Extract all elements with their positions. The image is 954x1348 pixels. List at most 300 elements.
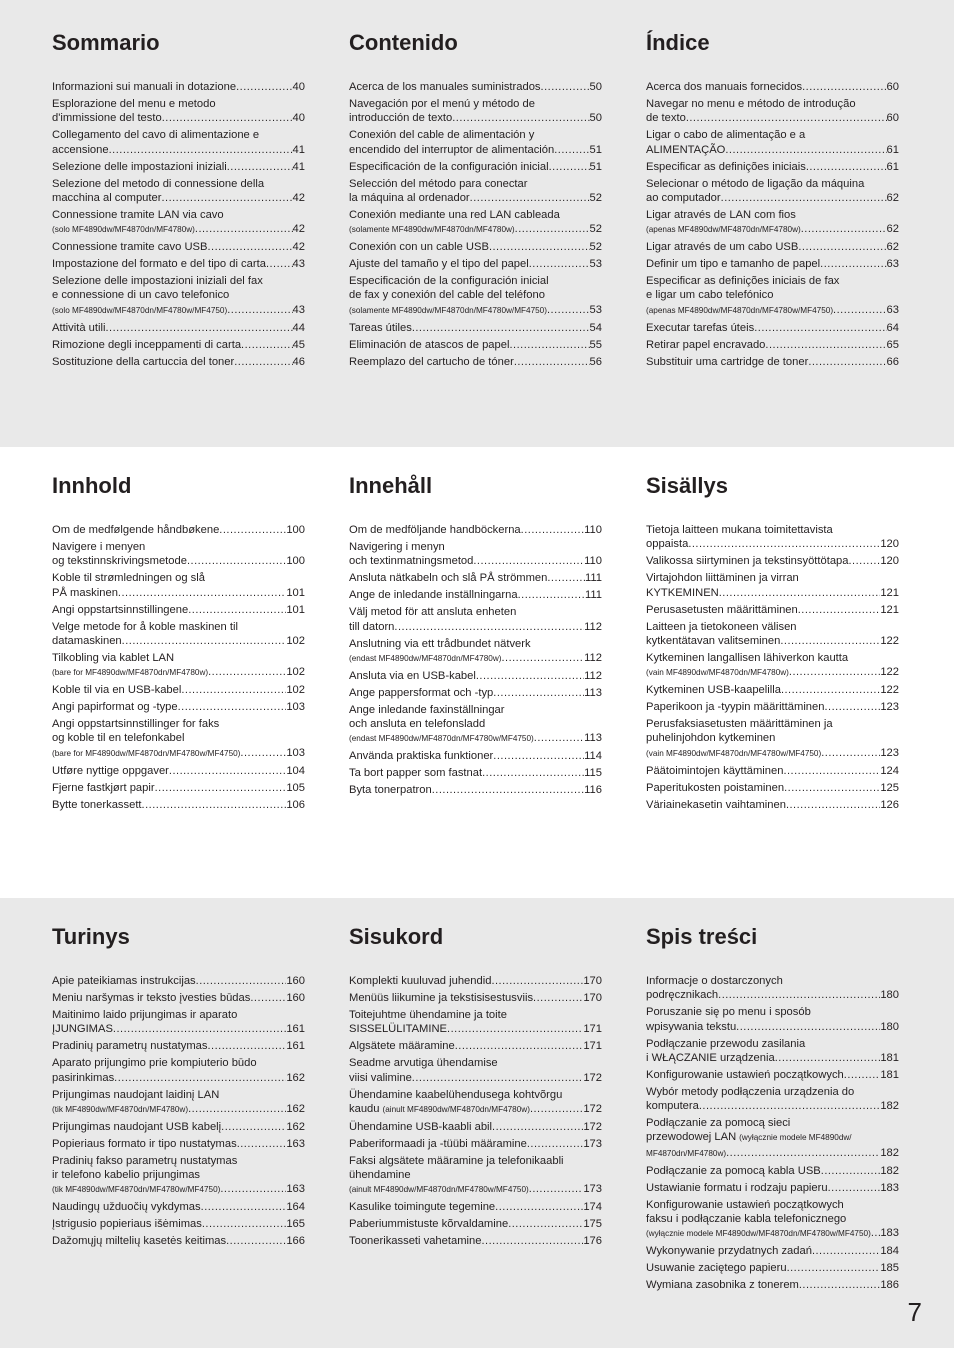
toc-entry-note: (apenas MF4890dw/MF4870dn/MF4780w) — [646, 225, 801, 235]
dot-leader — [509, 338, 589, 352]
toc-page-number: 41 — [292, 160, 305, 173]
toc-entry[interactable] — [52, 1200, 305, 1214]
toc-entry-text: Toitejuhtme ühendamine ja toite — [349, 1008, 507, 1021]
toc-entry[interactable] — [349, 523, 602, 537]
section-title: Spis treści — [646, 924, 758, 949]
toc-entry-line — [646, 571, 899, 585]
toc-entry[interactable] — [52, 1120, 305, 1134]
toc-entry-text: Apie pateikiamas instrukcijas — [52, 975, 196, 987]
toc-entry-text: faksu i podłączanie kabla telefonicznego — [646, 1212, 847, 1225]
toc-entry[interactable] — [646, 257, 899, 271]
toc-page-number: 164 — [286, 1201, 305, 1214]
toc-entry-line — [349, 240, 602, 254]
toc-entry[interactable] — [646, 554, 899, 568]
toc-entry[interactable] — [52, 80, 305, 94]
toc-entry-text: Esplorazione del menu e metodo — [52, 97, 216, 110]
toc-entry[interactable] — [349, 637, 602, 667]
toc-entry-line — [349, 1137, 602, 1151]
toc-page-number: 55 — [589, 338, 602, 351]
toc-entry-text: Konfigurowanie ustawień początkowych — [646, 1068, 844, 1081]
toc-entry-text: Koble til strømledningen og slå — [52, 572, 205, 585]
toc-entry[interactable] — [349, 177, 602, 206]
toc-entry-line — [646, 222, 899, 237]
toc-entry-line — [52, 111, 305, 125]
toc-entry[interactable] — [646, 208, 899, 238]
dot-leader — [447, 1022, 583, 1036]
toc-entry[interactable] — [349, 1120, 602, 1134]
toc-entry[interactable] — [52, 620, 305, 649]
toc-page-number: 182 — [880, 1146, 899, 1159]
dot-leader — [783, 764, 880, 778]
toc-entry-note: (solamente MF4890dw/MF4870dn/MF4780w/MF4750) — [349, 305, 547, 315]
toc-entry-text: Naudingų užduočių vykdymas — [52, 1201, 201, 1214]
dot-leader — [266, 257, 293, 271]
toc-entry-line — [646, 274, 899, 288]
dot-leader — [113, 1022, 286, 1036]
toc-entry[interactable] — [349, 669, 602, 683]
toc-entry[interactable] — [52, 177, 305, 206]
toc-entry-text: Acerca dos manuais fornecidos — [646, 81, 803, 93]
toc-page-number: 42 — [292, 241, 305, 254]
toc-entry-text: Paperikoon ja -tyypin määrittäminen — [646, 701, 825, 714]
toc-page-number: 56 — [589, 355, 602, 368]
toc-entry-line — [349, 97, 602, 111]
toc-entry[interactable] — [646, 620, 899, 649]
toc-entry[interactable] — [52, 683, 305, 697]
toc-entry[interactable] — [646, 764, 899, 778]
toc-entry[interactable] — [52, 651, 305, 681]
toc-page-number: 184 — [880, 1245, 899, 1258]
dot-leader — [808, 355, 886, 369]
toc-entry[interactable] — [349, 703, 602, 747]
toc-entry-line — [349, 321, 602, 335]
toc-entry[interactable] — [646, 1085, 899, 1114]
toc-entry[interactable] — [349, 321, 602, 335]
dot-leader — [142, 798, 287, 812]
toc-entry[interactable] — [646, 683, 899, 697]
toc-page-number: 186 — [880, 1279, 899, 1292]
toc-entry-text: och ansluta en telefonsladd — [349, 718, 486, 731]
toc-entry-line — [349, 274, 602, 288]
dot-leader — [240, 746, 286, 760]
toc-entry[interactable] — [52, 1234, 305, 1248]
toc-page-number: 163 — [286, 1137, 305, 1150]
toc-entry-text: ir telefono kabelio prijungimas — [52, 1169, 201, 1182]
toc-entry-line — [52, 355, 305, 369]
toc-entry[interactable] — [349, 160, 602, 174]
toc-entry-text: KYTKEMINEN — [646, 586, 719, 599]
toc-entry-text: Maitinimo laido prijungimas ir aparato — [52, 1008, 238, 1021]
toc-entry-line — [349, 1200, 602, 1214]
dot-leader — [114, 1071, 286, 1085]
toc-entry[interactable] — [646, 355, 899, 369]
toc-entry[interactable] — [646, 1068, 899, 1082]
toc-entry[interactable] — [646, 1181, 899, 1195]
toc-entry[interactable] — [646, 798, 899, 812]
toc-entry-line — [52, 746, 305, 761]
toc-entry-text: Selezione delle impostazioni iniziali — [52, 160, 227, 173]
toc-entry[interactable] — [646, 1005, 899, 1034]
toc-entry-line — [646, 1005, 899, 1019]
toc-entry-text: Informacje o dostarczonych — [646, 975, 783, 987]
toc-entry[interactable] — [52, 160, 305, 174]
toc-entry-text: Popieriaus formato ir tipo nustatymas — [52, 1137, 237, 1150]
toc-entry-note: (vain MF4890dw/MF4870dn/MF4780w/MF4750) — [646, 748, 822, 758]
toc-page-number: 62 — [886, 223, 899, 236]
toc-entry-line — [349, 1071, 602, 1085]
toc-page-number: 123 — [880, 746, 899, 759]
toc-page-number: 112 — [584, 620, 602, 633]
toc-entry[interactable] — [349, 97, 602, 126]
toc-page-number: 102 — [286, 684, 305, 697]
toc-entry-note: MF4870dn/MF4780w) — [646, 1148, 727, 1158]
toc-page-number: 182 — [880, 1100, 899, 1113]
toc-page-number: 180 — [880, 989, 899, 1002]
toc-entry-line — [646, 1278, 899, 1292]
toc-entry[interactable] — [646, 1244, 899, 1258]
dot-leader — [195, 222, 293, 236]
toc-entry[interactable] — [349, 128, 602, 157]
toc-entry-text: Podłączanie przewodu zasilania — [646, 1037, 806, 1050]
toc-entry-text: og koble til en telefonkabel — [52, 732, 185, 745]
toc-entry[interactable] — [349, 605, 602, 634]
toc-entry-text: accensione — [52, 143, 109, 156]
toc-page-number: 123 — [880, 701, 899, 714]
toc-entry[interactable] — [646, 717, 899, 761]
toc-entry[interactable] — [349, 1008, 602, 1037]
toc-entry[interactable] — [646, 523, 899, 552]
toc-page-number: 51 — [589, 160, 602, 173]
toc-entry-text: Ange pappersformat och -typ — [349, 686, 494, 699]
toc-entry[interactable] — [646, 274, 899, 318]
toc-page-number: 120 — [880, 538, 899, 551]
toc-entry[interactable] — [349, 338, 602, 352]
toc-entry-text: Definir um tipo e tamanho de papel — [646, 258, 821, 271]
toc-entry-text: Eliminación de atascos de papel — [349, 338, 510, 351]
toc-entry[interactable] — [52, 274, 305, 318]
toc-entry-text: Substituir uma cartridge de toner — [646, 355, 809, 368]
toc-entry[interactable] — [52, 540, 305, 569]
toc-entry[interactable] — [52, 97, 305, 126]
dot-leader — [514, 355, 590, 369]
toc-page-number: 111 — [584, 589, 602, 602]
toc-entry-line — [646, 143, 899, 157]
toc-page-number: 64 — [886, 321, 899, 334]
toc-entry[interactable] — [52, 603, 305, 617]
toc-entry[interactable] — [646, 1261, 899, 1275]
toc-entry[interactable] — [646, 80, 899, 94]
toc-entry-text: Tietoja laitteen mukana toimitettavista — [646, 524, 833, 536]
toc-entry-text: Navegación por el menú y método de — [349, 97, 535, 110]
toc-entry[interactable] — [349, 1217, 602, 1231]
toc-page-number: 52 — [589, 223, 602, 236]
toc-entry[interactable] — [349, 1137, 602, 1151]
toc-entry[interactable] — [349, 355, 602, 369]
toc-entry[interactable] — [646, 160, 899, 174]
toc-entry-line — [52, 798, 305, 812]
toc-page-number: 50 — [589, 112, 602, 125]
toc-entry-line — [52, 554, 305, 568]
toc-entry-line — [52, 1088, 305, 1102]
toc-entry[interactable] — [52, 781, 305, 795]
toc-entry-line — [349, 783, 602, 797]
toc-entry-line — [646, 634, 899, 648]
toc-entry-text: og tekstinnskrivingsmetode — [52, 555, 187, 568]
toc-entry[interactable] — [52, 321, 305, 335]
toc-entry-text: Executar tarefas úteis — [646, 321, 755, 334]
dot-leader — [736, 1020, 880, 1034]
toc-entry[interactable] — [349, 1154, 602, 1198]
toc-entry-line — [52, 128, 305, 142]
toc-entry-line — [646, 355, 899, 369]
toc-entry-line — [349, 303, 602, 318]
toc-entry[interactable] — [349, 1234, 602, 1248]
toc-entry[interactable] — [52, 1154, 305, 1198]
toc-entry-line — [349, 554, 602, 568]
toc-entry-text: Anslutning via ett trådbundet nätverk — [349, 637, 531, 650]
dot-leader — [495, 1200, 583, 1214]
toc-entry-line — [349, 160, 602, 174]
toc-entry-note: (wyłącznie modele MF4890dw/ — [739, 1133, 852, 1143]
dot-leader — [802, 80, 886, 94]
toc-entry-line — [349, 1022, 602, 1036]
toc-entry-text: Ange de inledande inställningarna — [349, 589, 518, 602]
toc-entry-line — [646, 603, 899, 617]
toc-entry-text: encendido del interruptor de alimentación — [349, 143, 555, 156]
dot-leader — [549, 160, 590, 174]
toc-entry[interactable] — [349, 274, 602, 318]
toc-entry-text: de fax y conexión del cable del teléfono — [349, 289, 545, 302]
toc-entry-line — [646, 303, 899, 318]
toc-entry[interactable] — [349, 686, 602, 700]
toc-entry-line — [646, 321, 899, 335]
toc-entry[interactable] — [52, 240, 305, 254]
toc-entry-line — [349, 1168, 602, 1182]
toc-entry[interactable] — [52, 991, 305, 1005]
dot-leader — [241, 338, 293, 352]
toc-entry[interactable] — [349, 991, 602, 1005]
dot-leader — [821, 1164, 881, 1178]
toc-page-number: 63 — [886, 303, 899, 316]
toc-entry[interactable] — [52, 700, 305, 714]
toc-entry[interactable] — [349, 257, 602, 271]
toc-page-number: 160 — [286, 975, 305, 987]
dot-leader — [178, 700, 287, 714]
dot-leader — [820, 257, 886, 271]
toc-entry-line — [52, 160, 305, 174]
toc-entry-text: Päätoimintojen käyttäminen — [646, 764, 784, 777]
toc-entry-line — [349, 540, 602, 554]
toc-entry-line — [52, 257, 305, 271]
toc-entry[interactable] — [349, 571, 602, 585]
toc-entry[interactable] — [52, 208, 305, 238]
toc-entry[interactable] — [349, 208, 602, 238]
toc-entry-note: (solo MF4890dw/MF4870dn/MF4780w) — [52, 225, 195, 235]
toc-entry-text: de texto — [646, 112, 686, 125]
toc-entry[interactable] — [52, 1137, 305, 1151]
toc-entry[interactable] — [349, 974, 602, 988]
toc-page-number: 100 — [286, 524, 305, 536]
dot-leader — [207, 240, 292, 254]
toc-entry-text: Ustawianie formatu i rodzaju papieru — [646, 1181, 828, 1194]
dot-leader — [234, 355, 292, 369]
toc-entry[interactable] — [646, 97, 899, 126]
toc-entry[interactable] — [646, 571, 899, 600]
toc-entry-text: till datorn — [349, 620, 395, 633]
toc-entry[interactable] — [52, 355, 305, 369]
toc-entry-line — [646, 974, 899, 988]
toc-page-number: 160 — [286, 991, 305, 1004]
toc-entry-line — [349, 177, 602, 191]
dot-leader — [161, 191, 292, 205]
dot-leader — [221, 1120, 286, 1134]
toc-entry[interactable] — [646, 700, 899, 714]
toc-entry[interactable] — [646, 321, 899, 335]
toc-entry-text: Podłączanie za pomocą sieci — [646, 1117, 791, 1130]
toc-entry[interactable] — [52, 974, 305, 988]
toc-entry[interactable] — [646, 1037, 899, 1066]
toc-entry-line — [52, 303, 305, 318]
toc-entry[interactable] — [52, 128, 305, 157]
toc-entry-text: Tareas útiles — [349, 321, 412, 334]
toc-entry[interactable] — [52, 717, 305, 761]
toc-entry[interactable] — [52, 798, 305, 812]
dot-leader — [432, 783, 584, 797]
toc-entry-text: Utføre nyttige oppgaver — [52, 764, 169, 777]
toc-entry[interactable] — [349, 749, 602, 763]
toc-entry-line — [349, 1120, 602, 1134]
toc-page-number: 62 — [886, 191, 899, 204]
toc-entry-text: Selezione del metodo di connessione della — [52, 177, 265, 190]
toc-entry-line — [52, 700, 305, 714]
toc-entry[interactable] — [52, 257, 305, 271]
toc-entry-line — [646, 1116, 899, 1130]
toc-entry-text: Especificación de la configuración inicial — [349, 275, 549, 288]
toc-page-number: 170 — [583, 991, 602, 1004]
toc-entry[interactable] — [349, 766, 602, 780]
toc-page-number: 102 — [286, 634, 305, 647]
toc-entry[interactable] — [646, 1198, 899, 1242]
toc-entry-line — [349, 191, 602, 205]
toc-entry[interactable] — [646, 338, 899, 352]
toc-entry[interactable] — [349, 540, 602, 569]
toc-entry[interactable] — [52, 1088, 305, 1118]
toc-entry-line — [52, 665, 305, 680]
toc-entry[interactable] — [52, 1056, 305, 1085]
dot-leader — [236, 80, 292, 94]
toc-entry[interactable] — [349, 783, 602, 797]
toc-entry-line — [646, 1244, 899, 1258]
dot-leader — [105, 321, 292, 335]
toc-entry[interactable] — [52, 1217, 305, 1231]
toc-page-number: 40 — [292, 81, 305, 93]
toc-page-number: 116 — [584, 784, 602, 797]
dot-leader — [188, 1102, 286, 1116]
toc-entry-line — [646, 1085, 899, 1099]
toc-entry-line — [646, 1051, 899, 1065]
toc-entry[interactable] — [349, 1088, 602, 1118]
toc-entry[interactable] — [349, 1039, 602, 1053]
toc-list — [646, 523, 899, 815]
toc-entry[interactable] — [646, 651, 899, 681]
toc-entry-text: pasirinkimas — [52, 1071, 115, 1084]
toc-entry[interactable] — [349, 1200, 602, 1214]
toc-entry-line — [646, 1226, 899, 1241]
toc-entry-note: (wyłącznie modele MF4890dw/MF4870dn/MF4780w/MF4750) — [646, 1229, 871, 1239]
toc-page-number: 183 — [880, 1181, 899, 1194]
toc-entry[interactable] — [349, 240, 602, 254]
dot-leader — [452, 111, 589, 125]
toc-entry[interactable] — [52, 764, 305, 778]
toc-entry-line — [349, 749, 602, 763]
toc-entry-line — [52, 1168, 305, 1182]
toc-page-number: 41 — [292, 143, 305, 156]
toc-page-number: 171 — [583, 1040, 602, 1053]
toc-entry[interactable] — [52, 523, 305, 537]
toc-entry[interactable] — [52, 338, 305, 352]
toc-entry[interactable] — [646, 1164, 899, 1178]
toc-entry-text: komputera — [646, 1100, 699, 1113]
toc-entry-line — [646, 288, 899, 302]
toc-entry[interactable] — [52, 1008, 305, 1037]
dot-leader — [501, 651, 584, 665]
toc-entry[interactable] — [646, 603, 899, 617]
toc-page-number: 172 — [583, 1071, 602, 1084]
toc-entry-text: Rimozione degli inceppamenti di carta — [52, 338, 242, 351]
toc-page-number: 122 — [880, 666, 899, 679]
toc-page-number: 122 — [880, 634, 899, 647]
toc-entry[interactable] — [349, 1056, 602, 1085]
dot-leader — [765, 338, 886, 352]
toc-entry[interactable] — [646, 177, 899, 206]
toc-page-number: 53 — [589, 258, 602, 271]
dot-leader — [529, 257, 590, 271]
toc-entry[interactable] — [646, 781, 899, 795]
toc-entry[interactable] — [349, 588, 602, 602]
toc-page-number: 121 — [880, 603, 899, 616]
dot-leader — [187, 554, 286, 568]
dot-leader — [688, 537, 880, 551]
toc-entry[interactable] — [349, 80, 602, 94]
toc-entry-line — [52, 1234, 305, 1248]
toc-page-number: 53 — [589, 303, 602, 316]
toc-page-number: 181 — [880, 1051, 899, 1064]
toc-entry-text: Prijungimas naudojant USB kabelį — [52, 1120, 222, 1133]
toc-entry-line — [646, 1198, 899, 1212]
toc-entry[interactable] — [646, 128, 899, 157]
toc-entry[interactable] — [646, 1278, 899, 1292]
toc-section-sv — [349, 473, 602, 873]
dot-leader — [784, 781, 880, 795]
toc-entry-line — [349, 1217, 602, 1231]
toc-entry-text: Especificar as definições iniciais — [646, 160, 806, 173]
toc-entry-line — [349, 571, 602, 585]
toc-entry[interactable] — [52, 1039, 305, 1053]
toc-entry-text: Bytte tonerkassett — [52, 798, 142, 811]
section-title: Sisukord — [349, 924, 444, 949]
dot-leader — [541, 80, 590, 94]
toc-page-number: 42 — [292, 223, 305, 236]
toc-entry[interactable] — [646, 240, 899, 254]
toc-list — [52, 974, 305, 1251]
toc-entry[interactable] — [52, 571, 305, 600]
toc-entry[interactable] — [646, 1116, 899, 1161]
toc-entry-line — [52, 222, 305, 237]
toc-entry[interactable] — [646, 974, 899, 1003]
toc-entry-line — [349, 143, 602, 157]
toc-page-number: 60 — [886, 81, 899, 93]
toc-entry-text: kaudu — [349, 1102, 380, 1115]
